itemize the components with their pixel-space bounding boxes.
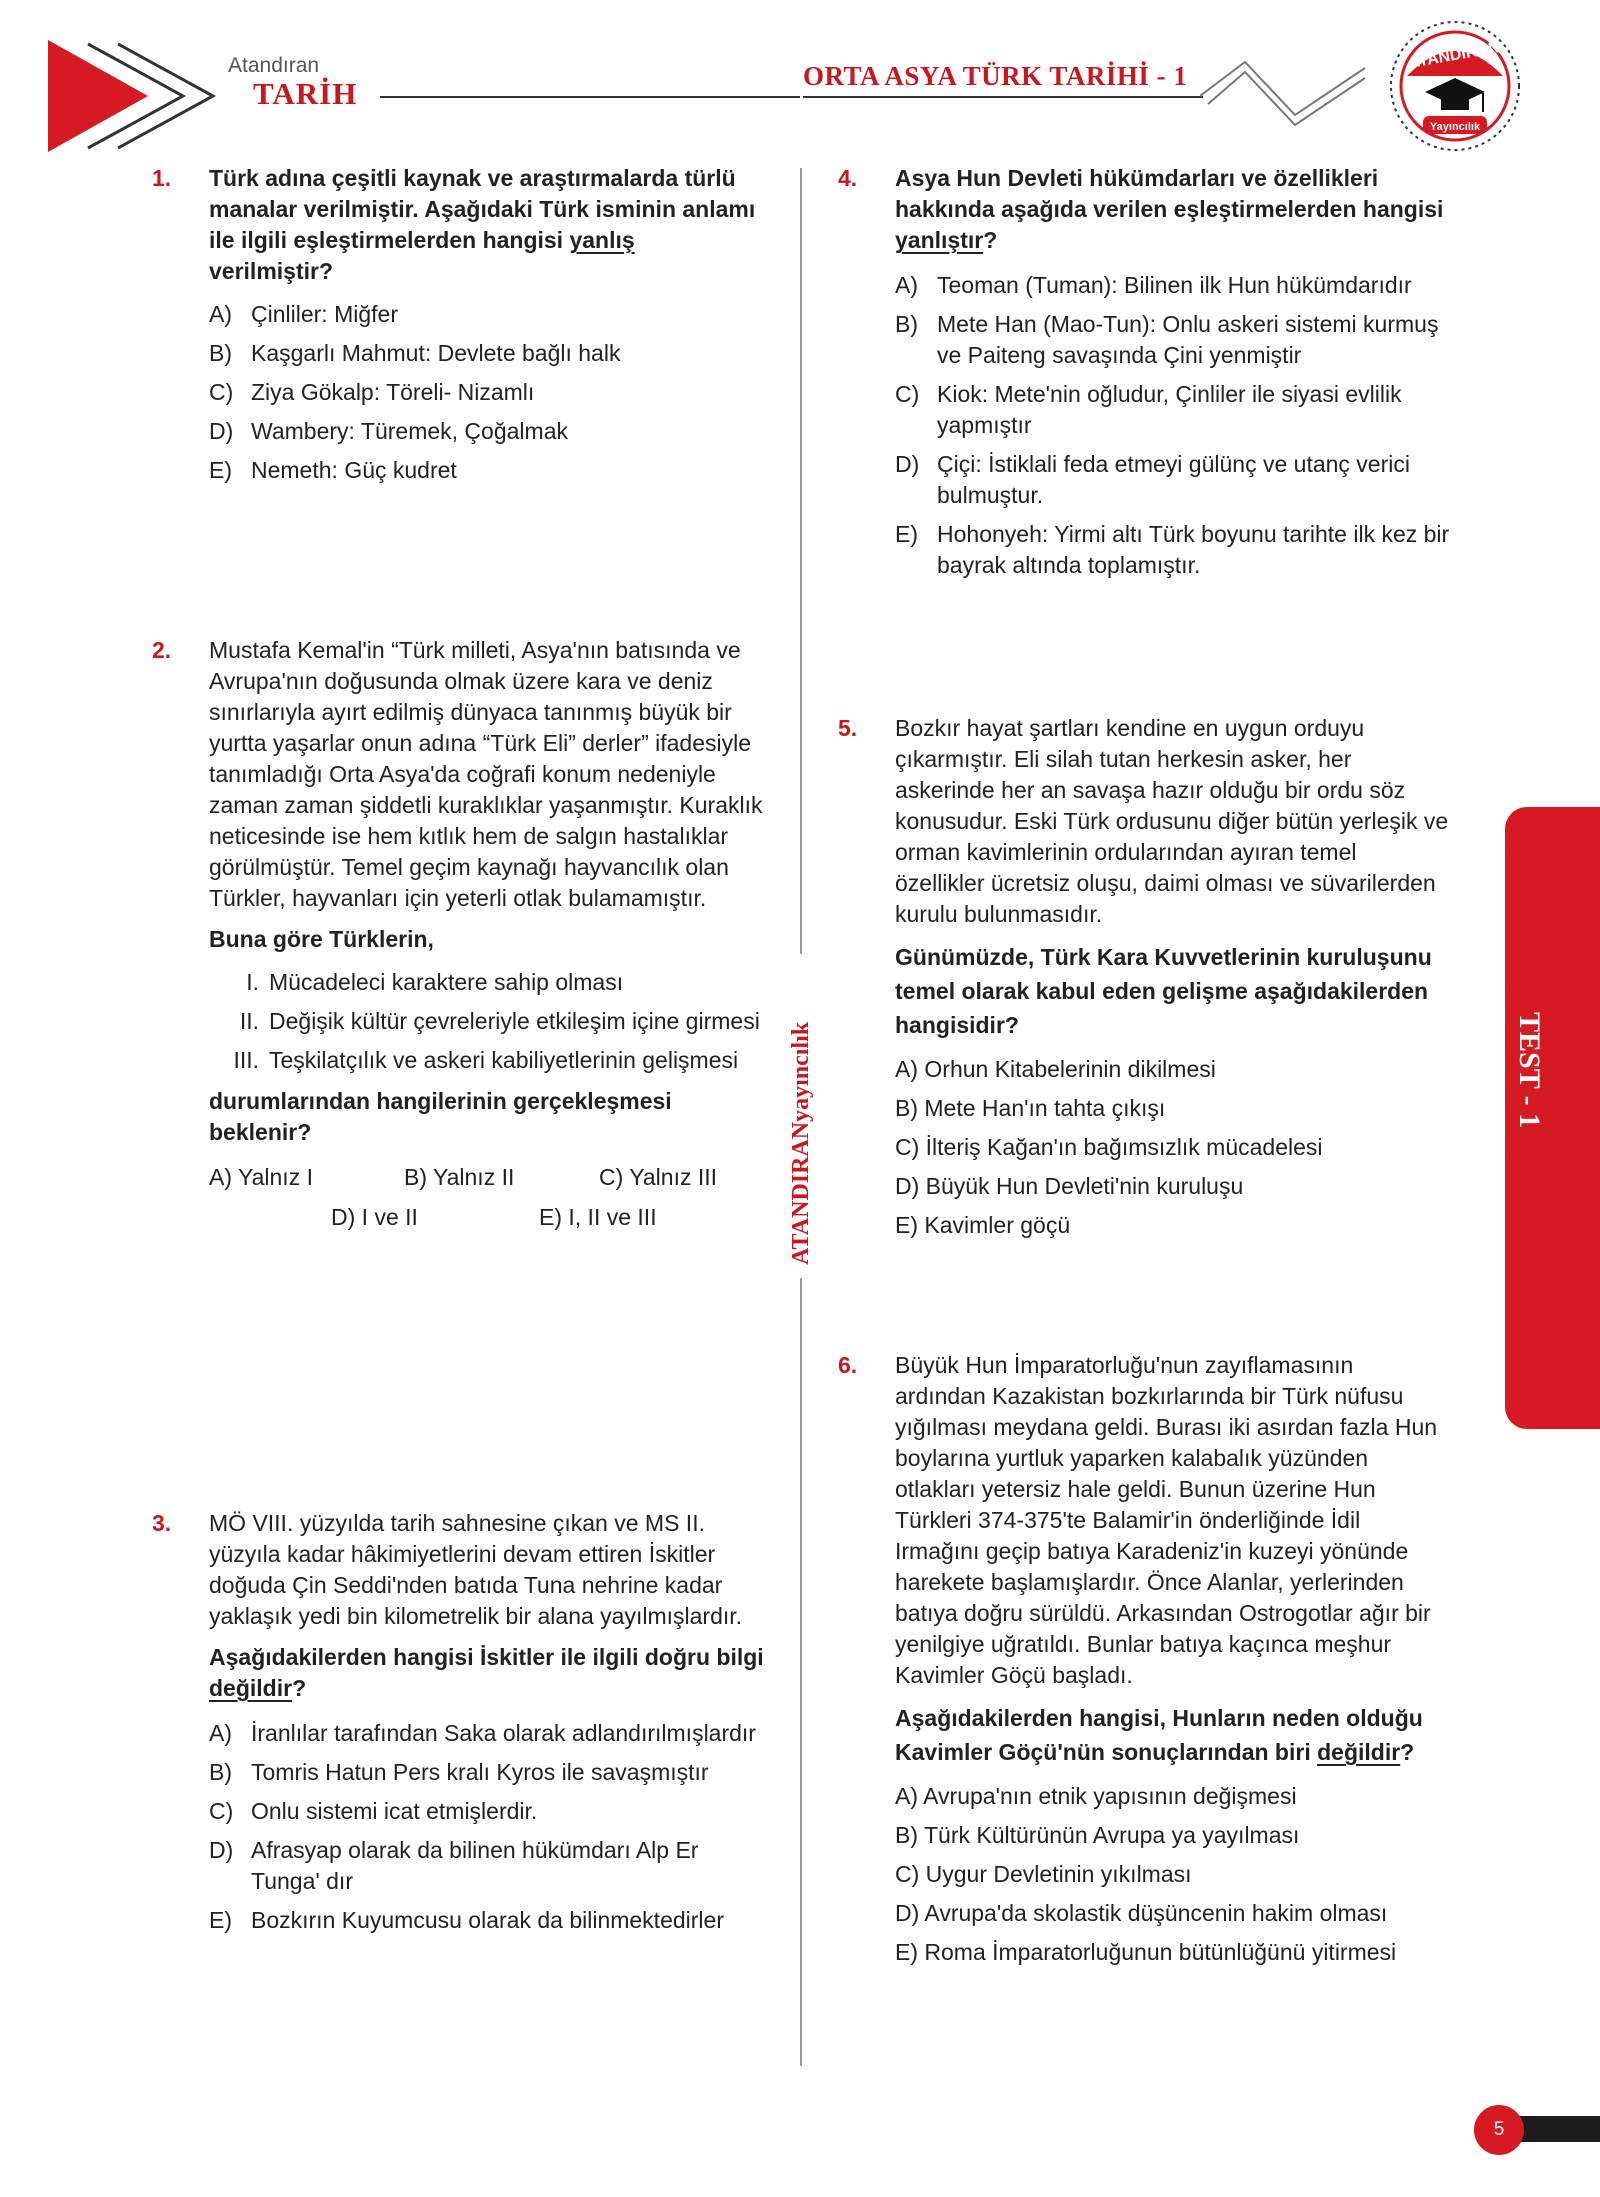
seal-subtext: Yayıncılık [1429,121,1481,133]
test-label [1510,1010,1550,1180]
option-b: B) Kaşgarlı Mahmut: Devlete bağlı halk [209,340,621,366]
option-e: E) Hohonyeh: Yirmi altı Türk boyunu tarihte ilk kez bir bayrak altında toplamıştır. [895,521,1450,578]
option-d: D) Wambery: Türemek, Çoğalmak [209,418,568,444]
option-a: A) İranlılar tarafından Saka olarak adlandırılmışlardır [209,1720,756,1746]
question-5 [838,713,1450,1241]
chevron-lines-icon [1200,60,1370,130]
question-2 [152,635,770,1233]
option-a: A) Çinliler: Miğfer [209,301,398,327]
option-a: A) Teoman (Tuman): Bilinen ilk Hun hükümdarıdır [895,272,1412,298]
options-row-2 [209,1202,770,1233]
option-e: E) Bozkırın Kuyumcusu olarak da bilinmektedirler [209,1907,724,1933]
question-prompt: Aşağıdakilerden hangisi İskitler ile ilgili doğru bilgi değildir? [209,1644,764,1701]
question-number: 1. [152,165,172,191]
question-number: 6. [838,1352,858,1378]
option-e: E) I, II ve III [539,1204,657,1230]
question-number: 3. [152,1510,172,1536]
arrow-logo-icon [48,40,248,152]
question-prompt: durumlarından hangilerinin gerçekleşmesi beklenir? [209,1088,672,1145]
statement-2: II. Değişik kültür çevreleriyle etkileşim içine girmesi [239,1008,760,1034]
option-d: D) Afrasyap olarak da bilinen hükümdarı Alp Er Tunga' dır [209,1837,699,1894]
svg-text:ATANDIRANyayıncılık: ATANDIRANyayıncılık [788,1021,814,1265]
header-rule-right [803,96,1203,98]
option-c: C) Yalnız III [599,1164,718,1190]
question-1 [152,163,762,486]
option-c: C) Onlu sistemi icat etmişlerdir. [209,1798,538,1824]
question-passage: Bozkır hayat şartları kendine en uygun orduyu çıkarmıştır. Eli silah tutan herkesin asker, her askerinde her an savaşa hazır olduğu bir ordu söz konusudur. Eski Türk ordusunu diğer bütün yerleşik ve orman kavimlerinin ordularından ayıran temel özellikler ücretsiz oluşu, daimi olması ve süvarilerden kurulu bulunmasıdır. [895,715,1449,927]
option-b: B) Yalnız II [404,1164,515,1190]
vertical-brand [784,960,818,1270]
question-stem: Türk adına çeşitli kaynak ve araştırmalarda türlü manalar verilmiştir. Aşağıdaki Türk isminin anlamı ile ilgili eşleştirmelerden hangisi yanlış verilmiştir? [209,165,756,284]
option-d: D) Büyük Hun Devleti'nin kuruluşu [895,1173,1244,1199]
option-a: A) Yalnız I [209,1164,313,1190]
brand-title: TARİH [253,76,358,111]
question-4 [838,163,1450,581]
column-divider-top [800,168,802,954]
page-title: ORTA ASYA TÜRK TARİHİ - 1 [803,61,1188,91]
option-d: D) Avrupa'da skolastik düşüncenin hakim olması [895,1900,1388,1926]
option-d: D) Çiçi: İstiklali feda etmeyi gülünç ve utanç verici bulmuştur. [895,451,1410,508]
option-e: E) Nemeth: Güç kudret [209,457,457,483]
page-number: 5 [1474,2105,1524,2155]
option-c: C) Ziya Gökalp: Töreli- Nizamlı [209,379,535,405]
question-number: 4. [838,165,858,191]
question-number: 5. [838,715,858,741]
option-e: E) Kavimler göçü [895,1212,1071,1238]
option-c: C) Kiok: Mete'nin oğludur, Çinliler ile siyasi evlilik yapmıştır [895,381,1402,438]
header [0,0,1600,150]
publisher-seal-icon [1385,16,1525,156]
option-c: C) Uygur Devletinin yıkılması [895,1861,1192,1887]
brand-small: Atandıran [228,54,320,77]
question-prompt: Aşağıdakilerden hangisi, Hunların neden olduğu Kavimler Göçü'nün sonuçlarından biri değildir? [895,1705,1423,1765]
statement-3: III. Teşkilatçılık ve askeri kabiliyetlerinin gelişmesi [233,1047,739,1073]
option-b: B) Tomris Hatun Pers kralı Kyros ile savaşmıştır [209,1759,709,1785]
statement-1: I. Mücadeleci karaktere sahip olması [246,969,624,995]
options-row-1 [209,1162,770,1193]
question-3 [152,1508,770,1936]
header-rule-left [380,96,800,98]
question-passage: Mustafa Kemal'in “Türk milleti, Asya'nın batısında ve Avrupa'nın doğusunda olmak üzere kara ve deniz sınırlarıyla ayırt edilmiş dünyaca tanınmış büyük bir yurtta yaşarlar onun adına “Türk Eli” derler” ifadesiyle tanımladığı Orta Asya'da coğrafi konum nedeniyle zaman zaman şiddetli kuraklıklar yaşanmıştır. Kuraklık neticesinde ise hem kıtlık hem de salgın hastalıklar görülmüştür. Temel geçim kaynağı hayvancılık olan Türkler, hayvanları için yeterli otlak bulamamıştır. [209,637,763,911]
question-number: 2. [152,637,172,663]
option-d: D) I ve II [331,1204,418,1230]
question-stem: Asya Hun Devleti hükümdarları ve özellikleri hakkında aşağıda verilen eşleştirmelerden hangisi yanlıştır? [895,165,1444,253]
option-b: B) Mete Han (Mao-Tun): Onlu askeri sistemi kurmuş ve Paiteng savaşında Çini yenmiştir [895,311,1439,368]
column-divider-bottom [800,1278,802,2066]
seal-text: ATANDIRAN [1407,39,1502,72]
question-prompt: Günümüzde, Türk Kara Kuvvetlerinin kuruluşunu temel olarak kabul eden gelişme aşağıdakilerden hangisidir? [895,944,1432,1038]
question-passage: MÖ VIII. yüzyılda tarih sahnesine çıkan ve MS II. yüzyıla kadar hâkimiyetlerini devam ettiren İskitler doğuda Çin Seddi'nden batıda Tuna nehrine kadar yaklaşık yedi bin kilometrelik bir alana yayılmışlardır. [209,1510,743,1629]
question-passage: Büyük Hun İmparatorluğu'nun zayıflamasının ardından Kazakistan bozkırlarında bir Türk nüfusu yığılması meydana geldi. Burası iki asırdan fazla Hun boylarına yurtluk yaparken kalabalık yüzünden otlakları yetersiz hale geldi. Bunun üzerine Hun Türkleri 374-375'te Balamir'in önderliğinde İdil Irmağını geçip batıya Karadeniz'in kuzeyi yönünde harekete başlamışlardır. Önce Alanlar, yerlerinden batıya doğru sürüldü. Arkasından Ostrogotlar ağır bir yenilgiye uğratıldı. Bunlar batıya kaçınca meşhur Kavimler Göçü başladı. [895,1352,1438,1688]
question-lead: Buna göre Türklerin, [209,926,434,952]
option-b: B) Mete Han'ın tahta çıkışı [895,1095,1166,1121]
svg-text:TEST - 1: TEST - 1 [1513,1012,1546,1129]
option-b: B) Türk Kültürünün Avrupa ya yayılması [895,1822,1300,1848]
option-c: C) İlteriş Kağan'ın bağımsızlık mücadelesi [895,1134,1323,1160]
option-a: A) Orhun Kitabelerinin dikilmesi [895,1056,1216,1082]
option-a: A) Avrupa'nın etnik yapısının değişmesi [895,1783,1297,1809]
option-e: E) Roma İmparatorluğunun bütünlüğünü yitirmesi [895,1939,1397,1965]
question-6 [838,1350,1450,1968]
page-number-bar [1518,2116,1600,2142]
